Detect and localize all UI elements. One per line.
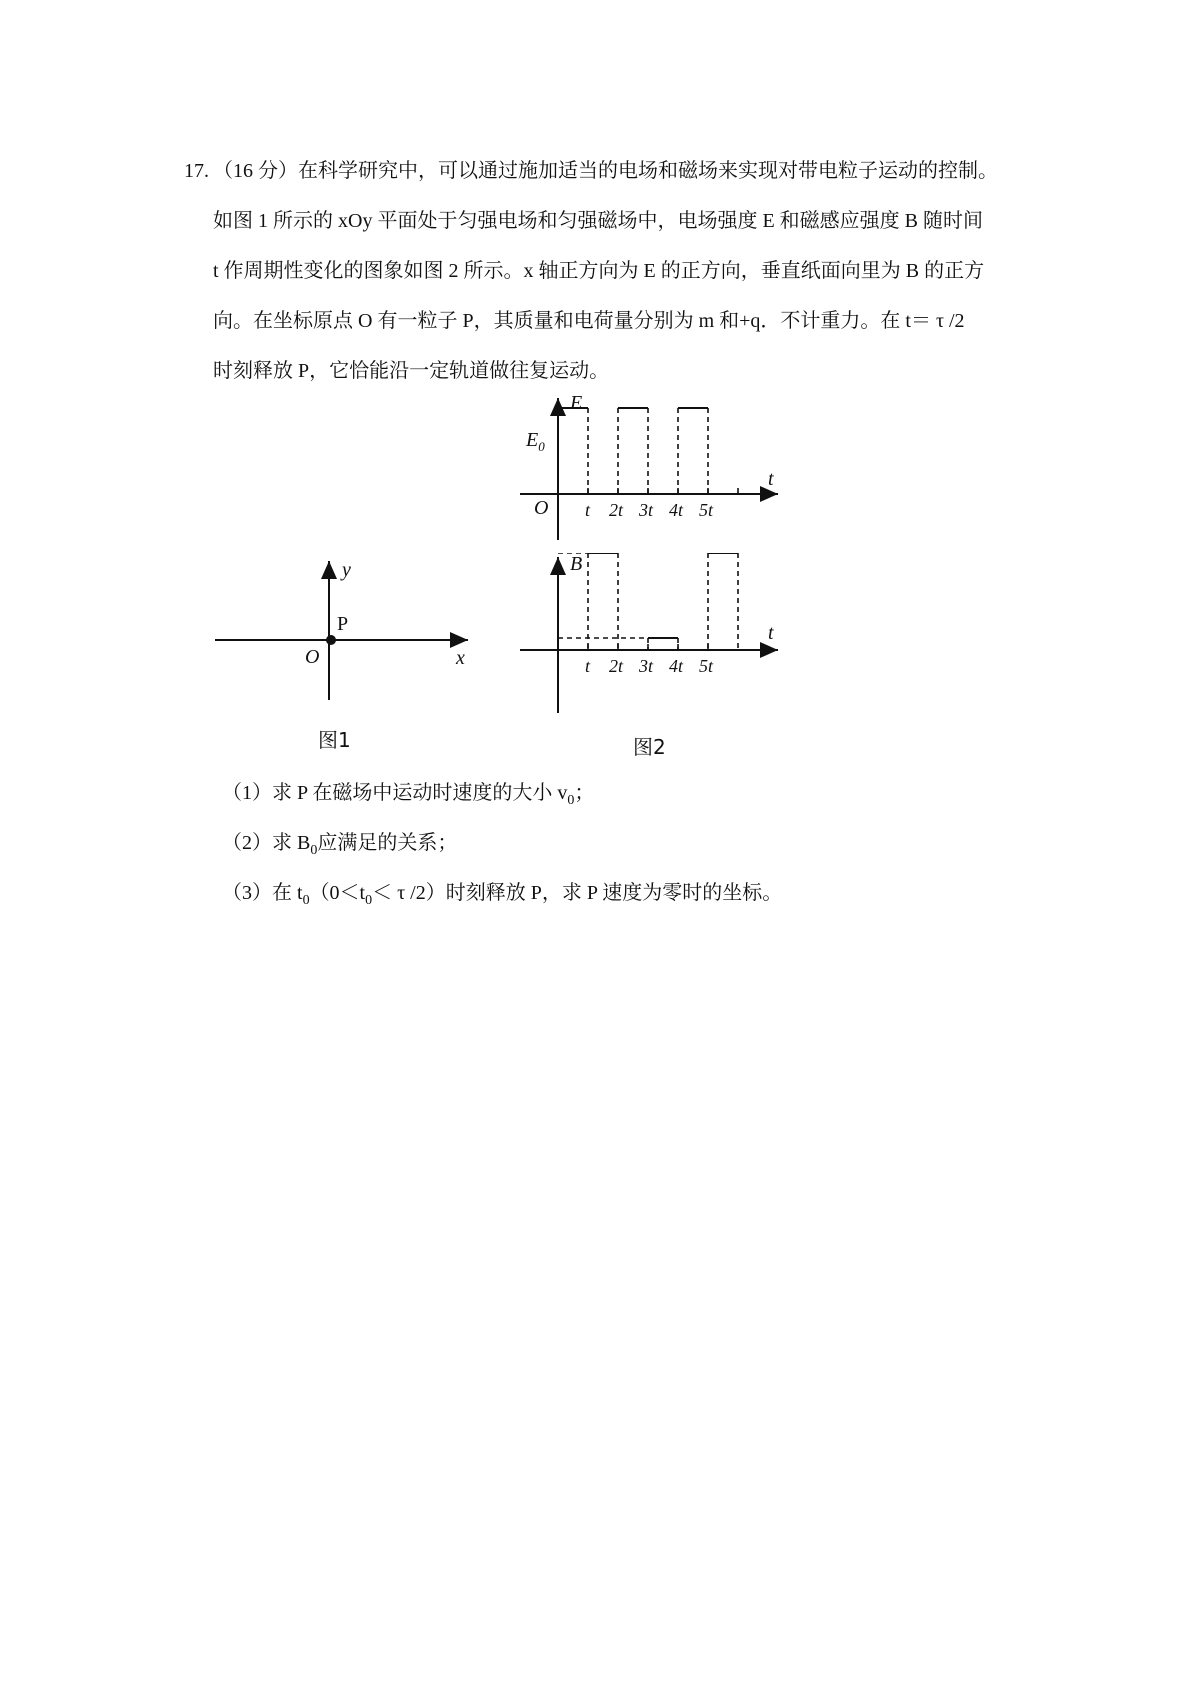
figure-2-b-graph — [520, 553, 790, 723]
x-axis-label: x — [456, 647, 465, 669]
b-graph-tick-labels — [585, 644, 714, 676]
e-level-sub: 0 — [538, 439, 545, 454]
figure-2-e-graph — [520, 394, 790, 544]
e-tick-label-5: 5t — [699, 500, 714, 520]
subquestion-1 — [222, 778, 594, 816]
question-line-1: （16 分）在科学研究中，可以通过施加适当的电场和磁场来实现对带电粒子运动的控制。 — [213, 160, 998, 182]
e-graph-waveform — [558, 408, 708, 494]
question-number: 17. — [184, 160, 209, 182]
subquestion-1-text: （1）求 P 在磁场中运动时速度的大小 v — [222, 782, 568, 804]
b-tick-label-1: t — [585, 656, 591, 676]
subquestion-3-text: （3）在 t — [222, 882, 303, 904]
question-line-3: t 作周期性变化的图象如图 2 所示。x 轴正方向为 E 的正方向，垂直纸面向里为 B 的正方 — [213, 260, 985, 282]
figure-2-caption: 图2 — [633, 735, 666, 759]
e-axis-label: E — [570, 394, 583, 414]
e-t-axis-label: t — [768, 468, 774, 490]
subquestion-3-mid: （0＜t — [309, 882, 366, 904]
e-tick-label-1: t — [585, 500, 591, 520]
subquestion-1-tail: ； — [574, 782, 595, 804]
subquestion-2-text: （2）求 B — [222, 832, 311, 854]
subquestion-3-sub2: 0 — [365, 893, 373, 908]
e-tick-label-3: 3t — [639, 500, 654, 520]
e-level-label — [525, 429, 545, 454]
e-origin-label: O — [534, 497, 549, 519]
b-tick-label-5: 5t — [699, 656, 714, 676]
subquestion-3 — [222, 878, 782, 916]
b-t-axis-label: t — [768, 622, 774, 644]
figure-1-diagram — [210, 555, 480, 705]
question-line-2: 如图 1 所示的 xOy 平面处于匀强电场和匀强磁场中，电场强度 E 和磁感应强度 B 随时间 — [213, 210, 983, 232]
question-line-4: 向。在坐标原点 O 有一粒子 P，其质量和电荷量分别为 m 和+q．不计重力。在 t＝ τ /2 — [213, 310, 965, 332]
b-tick-label-2: 2t — [609, 656, 624, 676]
subquestion-3-sub: 0 — [302, 893, 310, 908]
point-p-label: P — [337, 613, 349, 635]
figure-1-caption: 图1 — [318, 728, 351, 752]
subquestion-2-sub: 0 — [310, 843, 318, 858]
b-tick-label-3: 3t — [639, 656, 654, 676]
question-line-5: 时刻释放 P，它恰能沿一定轨道做往复运动。 — [213, 360, 610, 382]
e-tick-label-2: 2t — [609, 500, 624, 520]
b-graph-waveform — [558, 553, 738, 650]
subquestion-2-tail: 应满足的关系； — [317, 832, 458, 854]
particle-p-dot — [326, 635, 336, 645]
e-level-main: E — [526, 429, 539, 451]
subquestion-3-tail: ＜ τ /2）时刻释放 P，求 P 速度为零时的坐标。 — [372, 882, 783, 904]
origin-label: O — [305, 646, 320, 668]
e-graph-tick-labels — [585, 488, 738, 520]
subquestion-2 — [222, 828, 457, 866]
e-tick-label-4: 4t — [669, 500, 684, 520]
b-tick-label-4: 4t — [669, 656, 684, 676]
y-axis-label: y — [342, 559, 351, 581]
b-axis-label: B — [570, 553, 583, 575]
subquestion-1-sub: 0 — [567, 793, 575, 808]
